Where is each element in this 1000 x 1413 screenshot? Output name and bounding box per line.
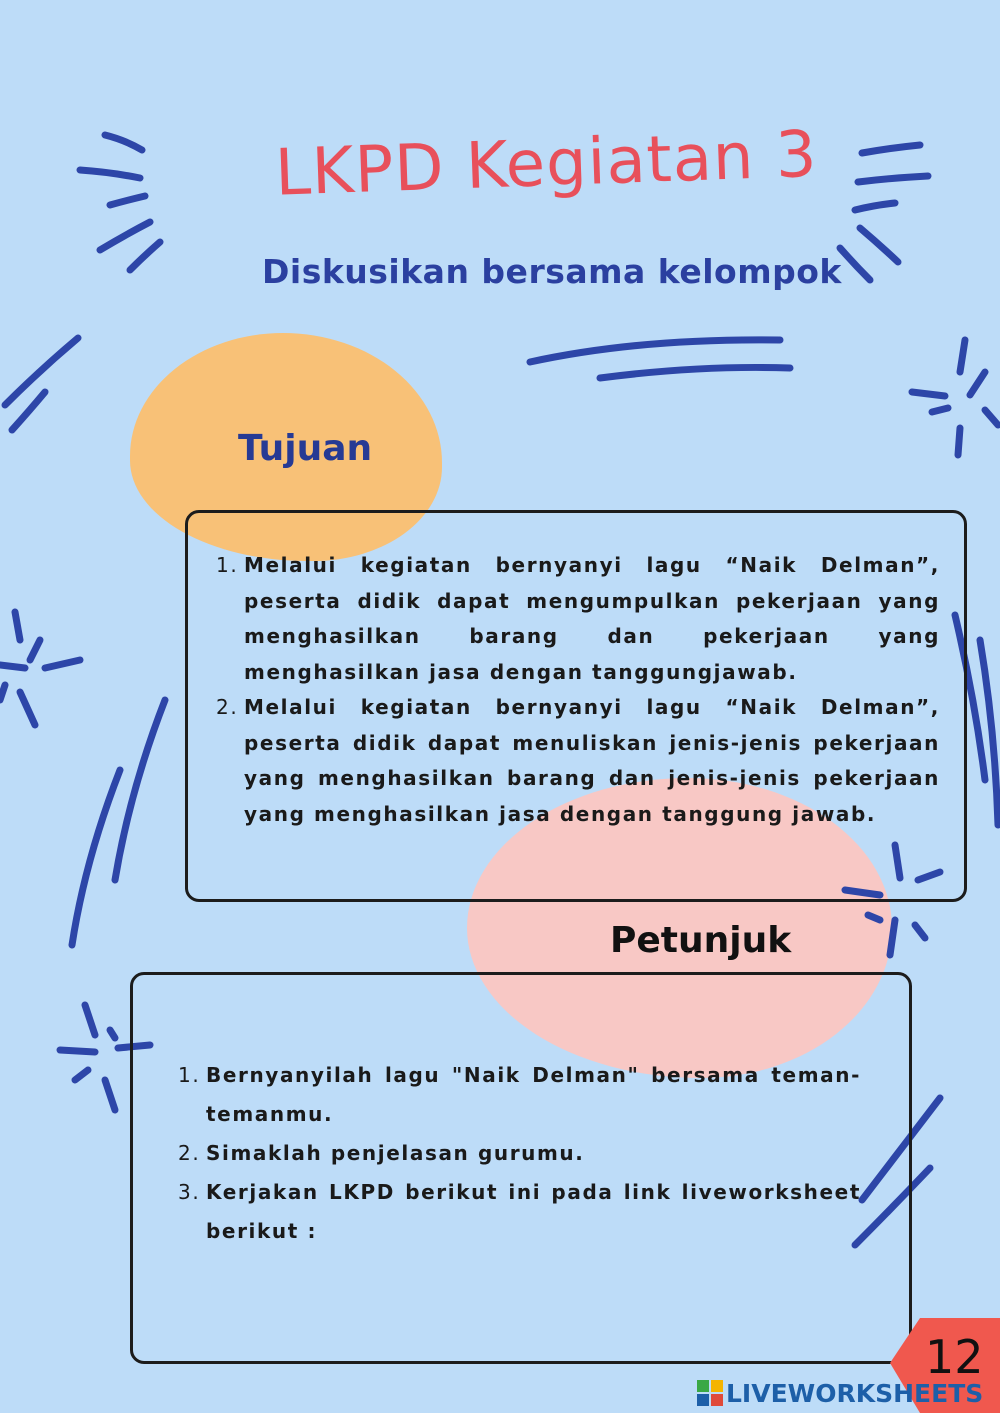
- watermark-text: LIVEWORKSHEETS: [726, 1378, 984, 1408]
- list-item-text: Melalui kegiatan bernyanyi lagu “Naik Delman”, peserta didik dapat menuliskan jenis-jenis pekerjaan yang menghasilkan barang dan jenis-jenis pekerjaan yang menghasilkan jasa dengan tanggung jawab.: [244, 695, 940, 826]
- list-item: [178, 1134, 861, 1173]
- list-item-text: Bernyanyilah lagu "Naik Delman" bersama teman-temanmu.: [206, 1063, 861, 1126]
- list-item-text: Simaklah penjelasan gurumu.: [206, 1141, 585, 1165]
- list-item-text: Kerjakan LKPD berikut ini pada link liveworksheet berikut :: [206, 1180, 861, 1243]
- list-item: [216, 690, 940, 832]
- list-item: [216, 548, 940, 690]
- list-item-text: Melalui kegiatan bernyanyi lagu “Naik Delman”, peserta didik dapat mengumpulkan pekerjaan yang menghasilkan barang dan pekerjaan yang menghasilkan jasa dengan tanggungjawab.: [244, 553, 940, 684]
- list-item-number: 1.: [178, 1063, 201, 1087]
- list-item: [178, 1056, 861, 1134]
- list-item-number: 2.: [216, 695, 239, 719]
- page-title: LKPD Kegiatan 3: [273, 117, 819, 211]
- page-subtitle: Diskusikan bersama kelompok: [262, 252, 842, 291]
- list-item-number: 1.: [216, 553, 239, 577]
- liveworksheets-logo-icon: [697, 1380, 723, 1406]
- list-item: [178, 1173, 861, 1251]
- page-number: 12: [925, 1330, 984, 1384]
- tujuan-list: [216, 548, 940, 832]
- list-item-number: 2.: [178, 1141, 201, 1165]
- liveworksheets-watermark: [697, 1378, 997, 1408]
- tujuan-heading: Tujuan: [238, 428, 373, 469]
- petunjuk-list: [178, 1056, 861, 1251]
- petunjuk-heading: Petunjuk: [610, 920, 792, 961]
- list-item-number: 3.: [178, 1180, 201, 1204]
